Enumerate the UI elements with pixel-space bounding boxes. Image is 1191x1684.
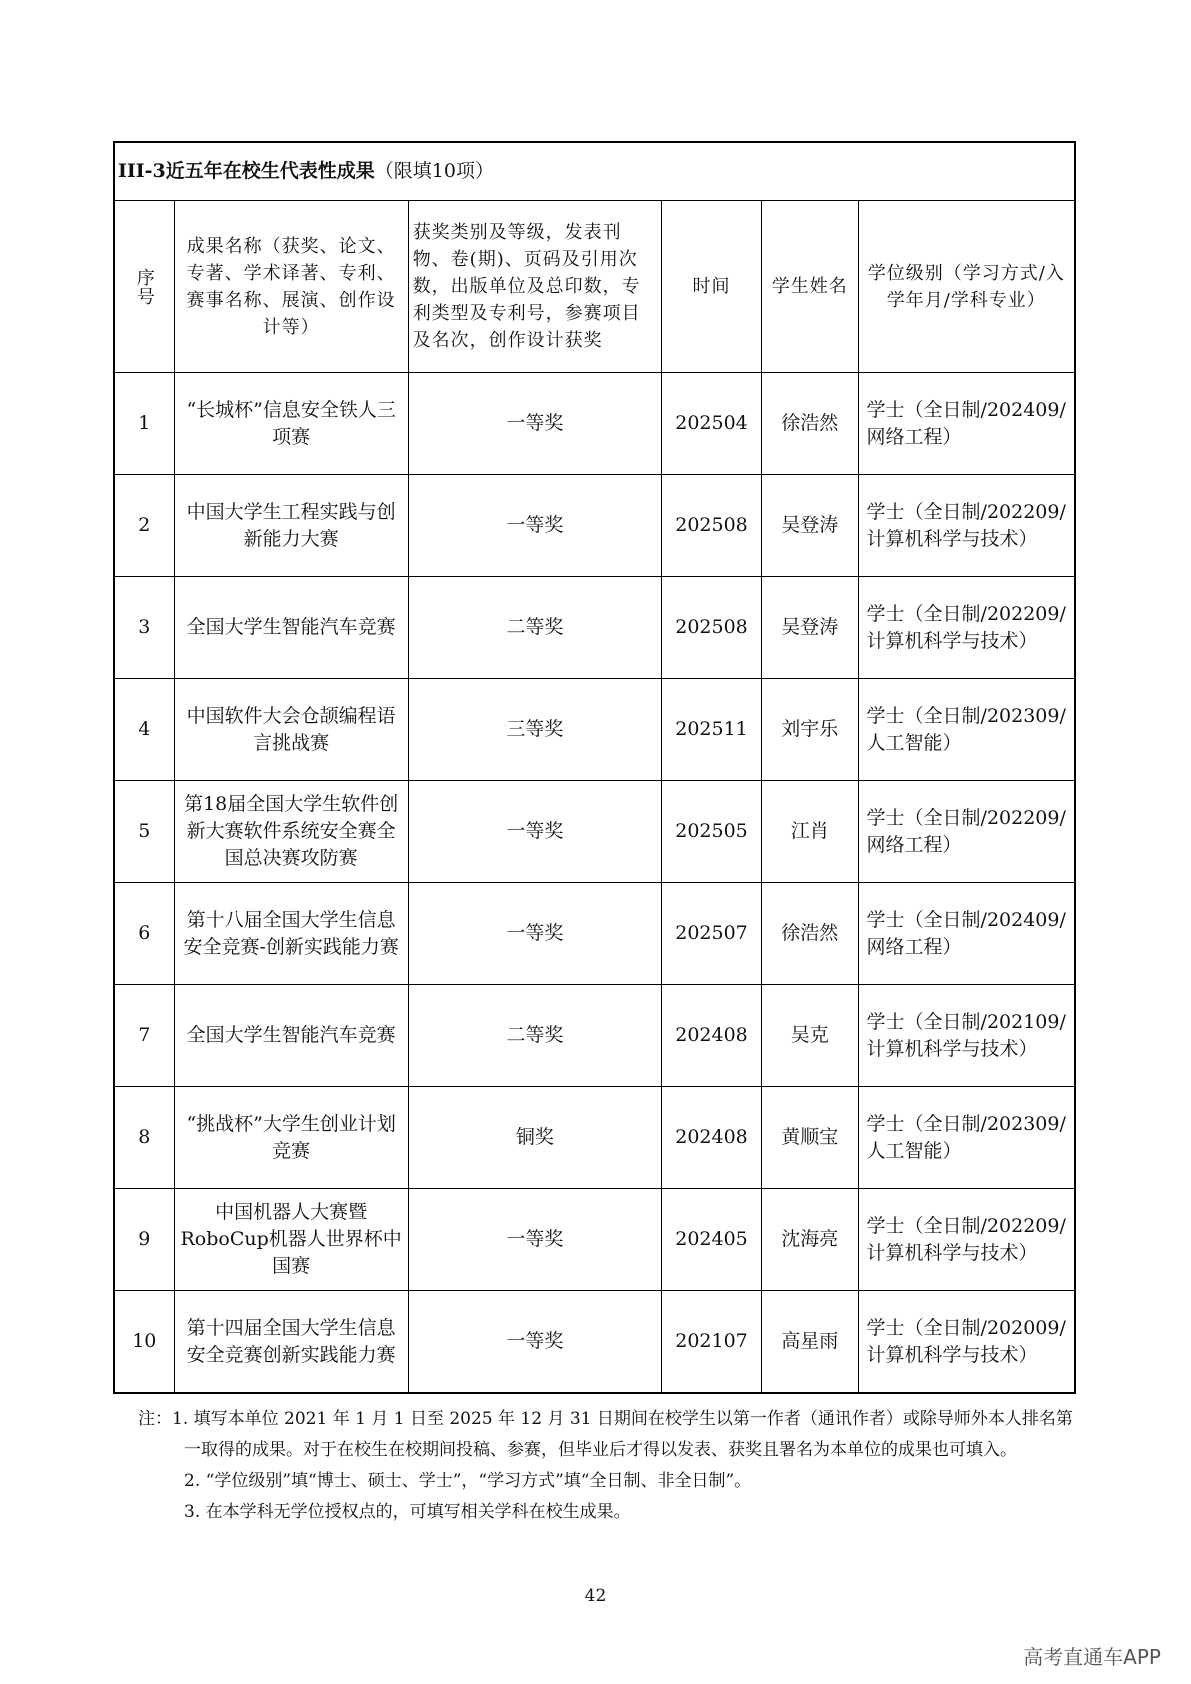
cell-index: 6 [114,883,174,985]
cell-time: 202507 [662,883,762,985]
cell-index: 3 [114,577,174,679]
cell-name: 第十八届全国大学生信息安全竞赛-创新实践能力赛 [174,883,408,985]
watermark-text: 高考直通车APP [1023,1645,1161,1669]
note-line: 2. “学位级别”填“博士、硕士、学士”，“学习方式”填“全日制、非全日制”。 [184,1471,752,1491]
table-header-row [114,201,1075,373]
note-line: 一取得的成果。对于在校生在校期间投稿、参赛，但毕业后才得以发表、获奖且署名为本单位的成果也可填入。 [184,1440,1017,1460]
cell-name: 中国大学生工程实践与创新能力大赛 [174,475,408,577]
cell-student: 徐浩然 [761,883,858,985]
header-time: 时间 [662,201,762,373]
cell-award: 一等奖 [408,883,661,985]
cell-award: 一等奖 [408,781,661,883]
cell-award: 一等奖 [408,475,661,577]
cell-student: 吴登涛 [761,577,858,679]
cell-award: 一等奖 [408,1189,661,1291]
cell-student: 徐浩然 [761,373,858,475]
cell-name: 中国软件大会仓颉编程语言挑战赛 [174,679,408,781]
table-title-main: III-3近五年在校生代表性成果 [118,160,375,182]
table-title-note: （限填10项） [374,160,494,182]
cell-degree: 学士（全日制/202209/网络工程） [858,781,1075,883]
table-row [114,1291,1075,1394]
cell-time: 202408 [662,985,762,1087]
cell-degree: 学士（全日制/202309/人工智能） [858,679,1075,781]
cell-award: 一等奖 [408,373,661,475]
table-row [114,577,1075,679]
note-line: 3. 在本学科无学位授权点的，可填写相关学科在校生成果。 [184,1502,631,1522]
table-title [114,142,1075,201]
header-student: 学生姓名 [761,201,858,373]
cell-index: 4 [114,679,174,781]
cell-name: 第十四届全国大学生信息安全竞赛创新实践能力赛 [174,1291,408,1394]
table-row [114,679,1075,781]
header-degree: 学位级别（学习方式/入学年月/学科专业） [858,201,1075,373]
table-row [114,475,1075,577]
cell-name: 第18届全国大学生软件创新大赛软件系统安全赛全国总决赛攻防赛 [174,781,408,883]
cell-index: 2 [114,475,174,577]
cell-index: 10 [114,1291,174,1394]
cell-index: 1 [114,373,174,475]
table-row [114,373,1075,475]
cell-degree: 学士（全日制/202409/网络工程） [858,373,1075,475]
table-row [114,1087,1075,1189]
cell-degree: 学士（全日制/202209/计算机科学与技术） [858,577,1075,679]
page-number: 42 [584,1586,607,1606]
header-detail: 获奖类别及等级，发表刊物、卷(期)、页码及引用次数，出版单位及总印数，专利类型及专利号，参赛项目及名次，创作设计获奖 [408,201,661,373]
cell-index: 8 [114,1087,174,1189]
cell-name: 全国大学生智能汽车竞赛 [174,985,408,1087]
note-line: 注：1. 填写本单位 2021 年 1 月 1 日至 2025 年 12 月 31 日期间在校学生以第一作者（通讯作者）或除导师外本人排名第 [138,1409,1073,1429]
cell-student: 吴克 [761,985,858,1087]
cell-award: 三等奖 [408,679,661,781]
table-row [114,883,1075,985]
cell-student: 沈海亮 [761,1189,858,1291]
cell-index: 5 [114,781,174,883]
cell-award: 二等奖 [408,985,661,1087]
cell-student: 江肖 [761,781,858,883]
cell-degree: 学士（全日制/202109/计算机科学与技术） [858,985,1075,1087]
cell-time: 202107 [662,1291,762,1394]
cell-degree: 学士（全日制/202209/计算机科学与技术） [858,1189,1075,1291]
cell-student: 高星雨 [761,1291,858,1394]
cell-time: 202405 [662,1189,762,1291]
table-body [114,373,1075,1394]
cell-name: “长城杯”信息安全铁人三项赛 [174,373,408,475]
cell-name: “挑战杯”大学生创业计划竞赛 [174,1087,408,1189]
header-index: 序号 [114,201,174,373]
cell-award: 二等奖 [408,577,661,679]
header-name: 成果名称（获奖、论文、专著、学术译著、专利、赛事名称、展演、创作设计等） [174,201,408,373]
cell-degree: 学士（全日制/202409/网络工程） [858,883,1075,985]
cell-time: 202408 [662,1087,762,1189]
notes [138,1404,1078,1528]
cell-award: 铜奖 [408,1087,661,1189]
table-row [114,985,1075,1087]
cell-time: 202504 [662,373,762,475]
cell-degree: 学士（全日制/202209/计算机科学与技术） [858,475,1075,577]
cell-index: 7 [114,985,174,1087]
cell-degree: 学士（全日制/202309/人工智能） [858,1087,1075,1189]
cell-time: 202508 [662,577,762,679]
cell-name: 全国大学生智能汽车竞赛 [174,577,408,679]
cell-student: 刘宇乐 [761,679,858,781]
cell-time: 202511 [662,679,762,781]
cell-student: 吴登涛 [761,475,858,577]
achievements-table [113,141,1076,1394]
table-row [114,781,1075,883]
cell-degree: 学士（全日制/202009/计算机科学与技术） [858,1291,1075,1394]
table-row [114,1189,1075,1291]
cell-time: 202508 [662,475,762,577]
cell-student: 黄顺宝 [761,1087,858,1189]
cell-award: 一等奖 [408,1291,661,1394]
cell-name: 中国机器人大赛暨RoboCup机器人世界杯中国赛 [174,1189,408,1291]
cell-index: 9 [114,1189,174,1291]
cell-time: 202505 [662,781,762,883]
